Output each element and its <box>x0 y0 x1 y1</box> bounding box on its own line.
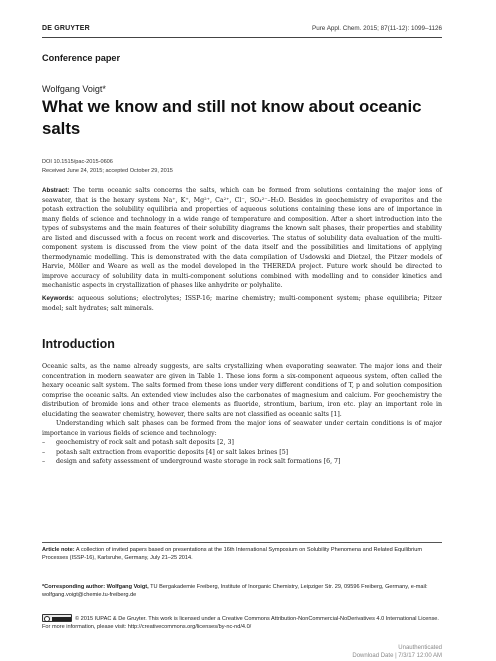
keywords-label: Keywords: <box>42 295 74 302</box>
license-text: © 2015 IUPAC & De Gruyter. This work is licensed under a Creative Commons Attribution-NonCommercial-NoDerivatives 4.0 International License. For more information, please visit: http://creativecommons.org/licenses/by-nc-nd/4.0/ <box>42 616 439 631</box>
doi: DOI 10.1515/pac-2015-0606 <box>42 159 113 165</box>
abstract-label: Abstract: <box>42 187 70 194</box>
corresponding-author-note <box>42 583 442 600</box>
list-item: – geochemistry of rock salt and potash salt deposits [2, 3] <box>42 438 442 448</box>
keywords <box>42 294 442 313</box>
introduction-body <box>42 362 442 467</box>
list-item: – design and safety assessment of underground waste storage in rock salt formations [6, 7] <box>42 457 442 467</box>
list-item: – potash salt extraction from evaporitic deposits [4] or salt lakes brines [5] <box>42 448 442 458</box>
keywords-text: aqueous solutions; electrolytes; ISSP-16; marine chemistry; multi-component system; phase equilibria; Pitzer model; salt hydrates; salt minerals. <box>42 295 442 312</box>
article-note-label: Article note: <box>42 547 75 553</box>
abstract-text: The term oceanic salts concerns the salts, which can be formed from solutions containing the major ions of seawater, that is the hexary system Na⁺, K⁺, Mg²⁺, Ca²⁺, Cl⁻, SO₄²⁻–H₂O. Besides in geochemistry of evaporites and the potash extraction the solubility equilibria and properties of aqueous solutions containing these ions are of importance in many fields of science and technology in a wide range of temperature and composition. After a short introduction into the types of subsystems and the main features of their solubility diagrams the known salt phases, their properties and stability are listed and discussed with a focus on recent work and discoveries. The status of solubility data evaluation of the multi-component system is discussed from the view point of the data itself and the possibilities and limitations of applying thermodynamic modelling. This is demonstrated with the data compilation of Usdowski and Dietzel, the Pitzer models of Harvie, Möller and Weare as well as the model developed in the THEREDA project. Future work should be directed to improve accuracy of solubility data in multi-component solutions combined with modelling and to consider kinetics and mechanistic aspects in crystallization of phases like anhydrite or polyhalite. <box>42 187 442 290</box>
journal-citation: Pure Appl. Chem. 2015; 87(11-12): 1099–1126 <box>312 25 442 32</box>
footnote-rule <box>42 542 442 543</box>
section-heading-introduction: Introduction <box>42 337 115 351</box>
abstract <box>42 186 442 291</box>
publication-meta <box>42 158 173 176</box>
document-type: Conference paper <box>42 53 121 63</box>
intro-paragraph-2: Understanding which salt phases can be formed from the major ions of seawater under certain conditions is of major importance in various fields of science and technology: <box>42 420 442 437</box>
cc-by-nc-nd-badge-icon <box>42 614 72 622</box>
running-header <box>42 25 442 37</box>
header-rule <box>42 37 442 38</box>
download-stamp <box>322 644 442 660</box>
corresponding-author-text: TU Bergakademie Freiberg, Institute of Inorganic Chemistry, Leipziger Str. 29, 09596 Freiberg, Germany, e-mail: wolfgang.voigt@chemie.tu-freiberg.de <box>42 584 428 599</box>
paper-title: What we know and still not know about oceanic salts <box>42 97 422 138</box>
article-note-text: A collection of invited papers based on presentations at the 16th International Symposium on Solubility Phenomena and Related Equilibrium Processes (ISSP-16), Karlsruhe, Germany, July 21–25 2014. <box>42 547 422 562</box>
unauthenticated-label: Unauthenticated <box>398 645 442 651</box>
license-note <box>42 614 442 632</box>
corresponding-author-label: *Corresponding author: Wolfgang Voigt, <box>42 584 149 590</box>
intro-paragraph-1: Oceanic salts, as the name already suggests, are salts crystallizing when evaporating seawater. The major ions and their concentration in modern seawater are given in Table 1. These ions form a six-component aqueous system, often called the hexary oceanic salt system. The salts formed from these ions under very different conditions of T, p and solution composition comprise the oceanic salts. An extended view includes also the carbonates of magnesium and calcium. For geochemistry the distribution of bromide ions and other trace elements as fluoride, strontium, barium, iron etc. play an important role in elucidating the seawater chemistry, however, there salts are not classified as oceanic salts [1]. <box>42 363 442 418</box>
application-list <box>42 438 442 467</box>
received-accepted-dates: Received June 24, 2015; accepted October 29, 2015 <box>42 168 173 174</box>
author-name: Wolfgang Voigt* <box>42 84 106 94</box>
download-date: Download Date | 7/3/17 12:00 AM <box>352 653 442 659</box>
article-note <box>42 546 442 563</box>
publisher-name: DE GRUYTER <box>42 25 90 32</box>
